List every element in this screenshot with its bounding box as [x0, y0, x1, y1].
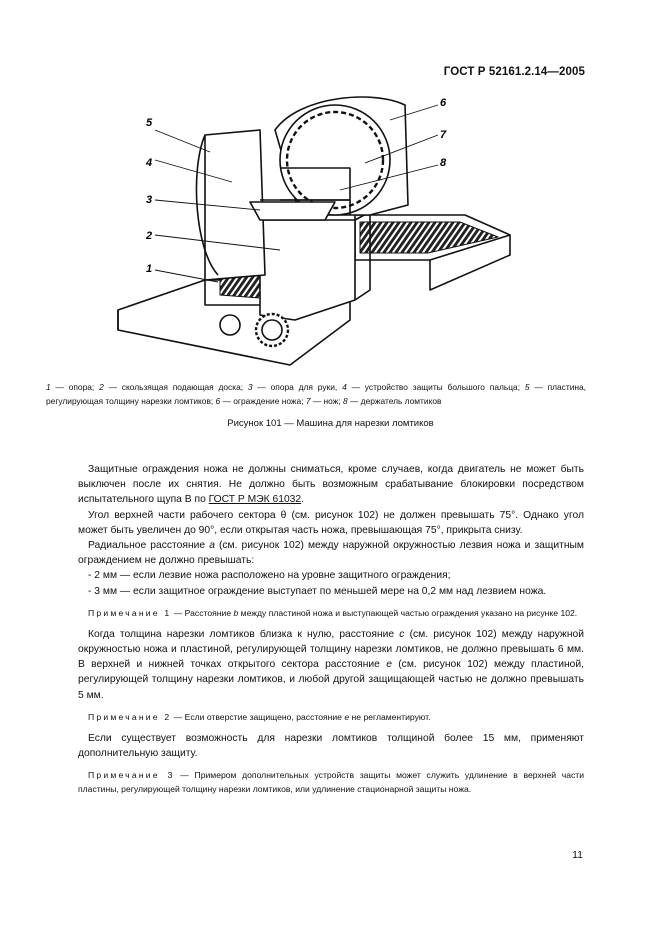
callout-8: 8 [440, 157, 447, 169]
paragraph-5: Если существует возможность для нарезки ломтиков толщиной более 15 мм, применяют дополнительную защиту. [78, 732, 584, 760]
callout-4: 4 [146, 157, 153, 169]
callout-3: 3 [146, 194, 153, 206]
note-3: Примечание 3 — Примером дополнительных устройств защиты может служить удлинение в верхней части пластины, регулирующей толщину нарезки ломтиков, или удлинение стационарной защиты ножа. [78, 770, 585, 795]
paragraph-4: Когда толщина нарезки ломтиков близка к нулю, расстояние с (см. рисунок 102) между наружной окружностью ножа и пластиной, регулирующей толщину нарезки ломтиков, не должно превышать 6 мм. В верхней и нижней точках открытого сектора расстояние е (см. рисунок 102) между пластиной, регулирующей толщину нарезки ломтиков, и любой другой защищающей частью не должно превышать 5 мм. [78, 628, 584, 701]
callout-5: 5 [146, 117, 153, 129]
support-column [260, 220, 355, 320]
paragraph-2: Угол верхней части рабочего сектора θ (см. рисунок 102) не должен превышать 75°. Однако угол может быть увеличен до 90°, если открытая часть ножа, превышающая 75°, прикрыта снизу. [78, 509, 584, 536]
callout-7: 7 [440, 129, 447, 141]
callout-6: 6 [440, 97, 447, 109]
page-number: 11 [572, 849, 583, 861]
list-item-1: - 2 мм — если лезвие ножа расположено на уровне защитного ограждения; [88, 570, 451, 582]
document-header: ГОСТ Р 52161.2.14—2005 [443, 66, 585, 78]
callout-1: 1 [146, 263, 153, 275]
knob-small [220, 315, 240, 335]
list-item-2: - 3 мм — если защитное ограждение выступает по меньшей мере на 0,2 мм над лезвием ножа. [88, 585, 547, 597]
note-1: Примечание 1 — Расстояние b между пластиной ножа и выступающей частью ограждения указано на рисунке 102. [88, 607, 578, 618]
figure-legend: 1 — опора; 2 — скользящая подающая доска; 3 — опора для руки, 4 — устройство защиты большого пальца; 5 — пластина, регулирующая толщину нарезки ломтиков; 6 — ограждение ножа; 7 — нож; 8 — держатель ломтиков [46, 382, 586, 406]
slicer-machine-figure [100, 90, 530, 380]
body-text [78, 462, 584, 803]
paragraph-3: Радиальное расстояние а (см. рисунок 102) между наружной окружностью лезвия ножа и защитным ограждением не должно превышать: [78, 540, 584, 567]
callout-2: 2 [146, 230, 153, 242]
hand-rest [250, 202, 335, 220]
note-2: Примечание 2 — Если отверстие защищено, расстояние е не регламентируют. [88, 711, 431, 722]
paragraph-1: Защитные ограждения ножа не должны сниматься, кроме случаев, когда двигатель не может быть выключен после их снятия. Не должно быть возможным срабатывание блокировки посредством испытательного щупа В по ГОСТ Р МЭК 61032. [78, 464, 584, 506]
figure-caption: Рисунок 101 — Машина для нарезки ломтиков [227, 418, 434, 429]
standard-link[interactable]: ГОСТ Р МЭК 61032 [208, 494, 302, 506]
